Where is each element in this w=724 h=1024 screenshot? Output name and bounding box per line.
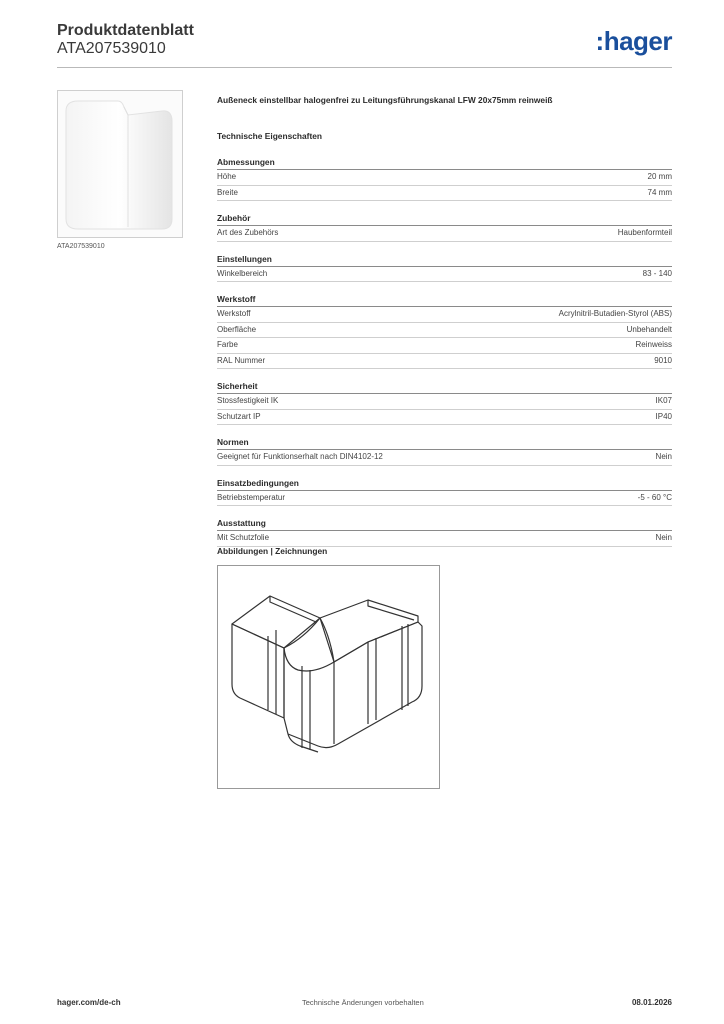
property-value: IK07: [655, 396, 672, 405]
corner-drawing-icon: [218, 566, 439, 788]
section-title: Zubehör: [217, 213, 672, 226]
thumbnail-caption: ATA207539010: [57, 243, 105, 250]
section-ausstattung: [217, 518, 672, 547]
property-row: [217, 323, 672, 339]
property-row: [217, 170, 672, 186]
section-sicherheit: [217, 381, 672, 425]
property-label: Werkstoff: [217, 309, 251, 318]
property-label: Mit Schutzfolie: [217, 533, 270, 542]
property-value: 9010: [654, 355, 672, 365]
property-value: -5 - 60 °C: [637, 492, 672, 502]
property-row: [217, 267, 672, 283]
document-title: Produktdatenblatt: [57, 22, 194, 39]
section-title: Ausstattung: [217, 518, 672, 531]
article-number: ATA207539010: [57, 40, 166, 57]
property-label: Betriebstemperatur: [217, 492, 286, 502]
footer-date: 08.01.2026: [631, 998, 672, 1007]
property-label: RAL Nummer: [217, 355, 266, 365]
property-value: Acrylnitril-Butadien-Styrol (ABS): [558, 309, 672, 318]
product-name: Außeneck einstellbar halogenfrei zu Leitungsführungskanal LFW 20x75mm reinweiß: [217, 95, 553, 105]
property-row: [217, 226, 672, 242]
section-zubehör: [217, 213, 672, 242]
property-value: Nein: [655, 452, 672, 461]
property-value: Reinweiss: [635, 340, 672, 349]
section-title: Einsatzbedingungen: [217, 478, 672, 491]
property-label: Geeignet für Funktionserhalt nach DIN4102-12: [217, 452, 383, 461]
footer-website[interactable]: hager.com/de-ch: [57, 998, 121, 1007]
property-row: [217, 491, 672, 507]
section-einstellungen: [217, 254, 672, 283]
section-title: Einstellungen: [217, 254, 672, 267]
hager-logo: :hager: [595, 26, 672, 56]
section-werkstoff: [217, 294, 672, 369]
property-row: [217, 410, 672, 426]
property-value: Unbehandelt: [626, 324, 672, 334]
property-value: 83 - 140: [642, 268, 672, 278]
section-einsatzbedingungen: [217, 478, 672, 507]
header-divider: [57, 67, 672, 68]
section-title: Werkstoff: [217, 294, 672, 307]
property-row: [217, 186, 672, 202]
property-row: [217, 394, 672, 410]
section-normen: [217, 437, 672, 466]
property-label: Höhe: [217, 172, 237, 181]
footer-notice: Technische Änderungen vorbehalten: [302, 998, 424, 1007]
property-label: Oberfläche: [217, 324, 257, 334]
product-thumbnail: [57, 90, 183, 238]
technical-drawing: [217, 565, 440, 789]
section-title: Sicherheit: [217, 381, 672, 394]
property-value: Haubenformteil: [617, 228, 672, 237]
property-value: IP40: [655, 411, 672, 421]
section-title: Normen: [217, 437, 672, 450]
property-label: Art des Zubehörs: [217, 228, 279, 237]
section-title: Abmessungen: [217, 157, 672, 170]
property-label: Winkelbereich: [217, 268, 268, 278]
property-value: 20 mm: [647, 172, 672, 181]
property-value: Nein: [655, 533, 672, 542]
property-sections: [217, 157, 672, 547]
property-row: [217, 354, 672, 370]
property-row: [217, 450, 672, 466]
property-label: Breite: [217, 187, 238, 197]
property-row: [217, 307, 672, 323]
property-label: Stossfestigkeit IK: [217, 396, 279, 405]
product-photo-icon: [58, 91, 182, 237]
property-label: Farbe: [217, 340, 238, 349]
property-row: [217, 531, 672, 547]
property-row: [217, 338, 672, 354]
property-label: Schutzart IP: [217, 411, 261, 421]
property-value: 74 mm: [647, 187, 672, 197]
specification-area: [217, 95, 672, 559]
drawings-heading: Abbildungen | Zeichnungen: [217, 546, 328, 556]
section-abmessungen: [217, 157, 672, 201]
properties-heading: Technische Eigenschaften: [217, 131, 323, 141]
